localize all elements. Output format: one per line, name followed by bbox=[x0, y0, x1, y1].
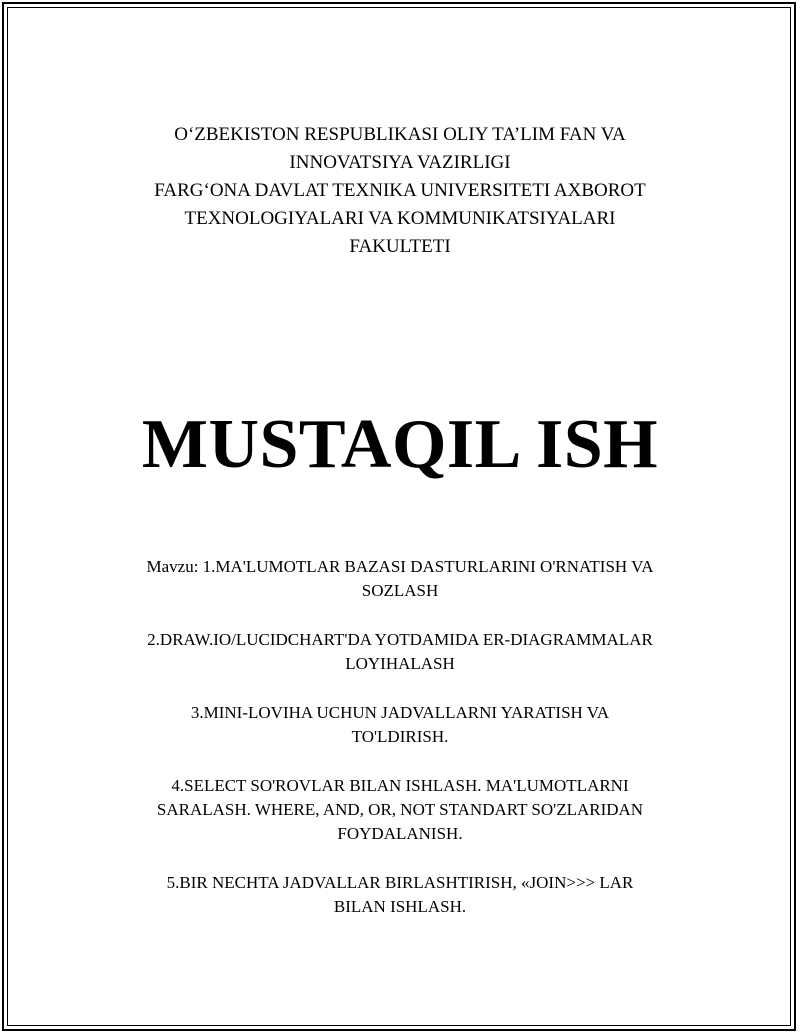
header-line: TEXNOLOGIYALARI VA KOMMUNIKATSIYALARI bbox=[184, 208, 616, 229]
header-line: FAKULTETI bbox=[349, 236, 451, 257]
topic-line: 3.MINI-LOVIHA UCHUN JADVALLARNI YARATISH VA bbox=[190, 703, 610, 722]
topic-item bbox=[100, 871, 700, 919]
topic-line: 5.BIR NECHTA JADVALLAR BIRLASHTIRISH, «JOIN>>> LAR bbox=[166, 873, 634, 892]
topic-line: SOZLASH bbox=[361, 581, 439, 600]
topic-line: FOYDALANISH. bbox=[337, 824, 463, 843]
header-line: O‘ZBEKISTON RESPUBLIKASI OLIY TA’LIM FAN VA bbox=[174, 124, 626, 145]
topic-line: LOYIHALASH bbox=[345, 654, 455, 673]
topic-line: BILAN ISHLASH. bbox=[333, 897, 467, 916]
topic-list bbox=[100, 555, 700, 944]
header-line: FARG‘ONA DAVLAT TEXNIKA UNIVERSITETI AXBOROT bbox=[154, 180, 646, 201]
topic-line: Mavzu: 1.MA'LUMOTLAR BAZASI DASTURLARINI O'RNATISH VA bbox=[146, 557, 654, 576]
header-line: INNOVATSIYA VAZIRLIGI bbox=[289, 152, 511, 173]
topic-line: SARALASH. WHERE, AND, OR, NOT STANDART SO'ZLARIDAN bbox=[156, 800, 644, 819]
topic-item bbox=[100, 628, 700, 676]
document-title: MUSTAQIL ISH bbox=[141, 406, 659, 483]
topic-item bbox=[100, 555, 700, 603]
topic-item bbox=[100, 701, 700, 749]
topic-line: 4.SELECT SO'ROVLAR BILAN ISHLASH. MA'LUMOTLARNI bbox=[171, 776, 629, 795]
topic-item bbox=[100, 774, 700, 846]
topic-line: 2.DRAW.IO/LUCIDCHART'DA YOTDAMIDA ER-DIAGRAMMALAR bbox=[147, 630, 653, 649]
topic-line: TO'LDIRISH. bbox=[351, 727, 449, 746]
institution-header bbox=[100, 121, 700, 261]
